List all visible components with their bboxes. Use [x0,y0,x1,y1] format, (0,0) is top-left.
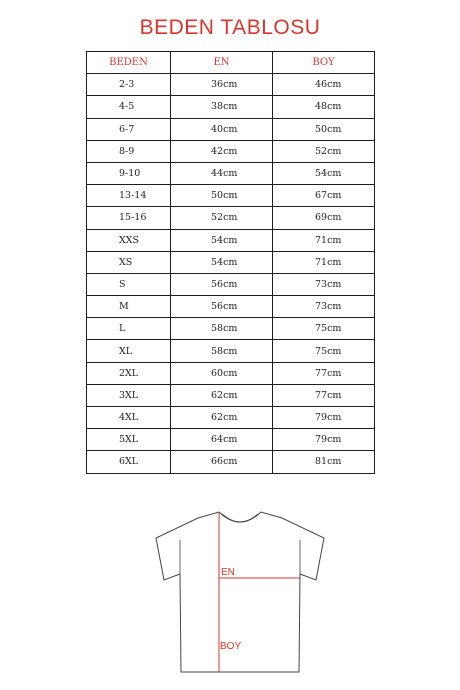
size-cell: 5XL [87,429,171,451]
boy-cell: 81cm [273,451,375,473]
table-row [87,251,375,273]
table-row [87,162,375,184]
boy-cell: 52cm [273,140,375,162]
boy-cell: 71cm [273,251,375,273]
table-row [87,273,375,295]
size-cell: S [87,273,171,295]
size-chart-table [86,51,375,474]
tshirt-collar [222,514,258,522]
size-cell: L [87,318,171,340]
boy-cell: 75cm [273,318,375,340]
table-row [87,451,375,473]
size-cell: XS [87,251,171,273]
size-cell: 6-7 [87,118,171,140]
en-cell: 56cm [171,273,273,295]
en-cell: 64cm [171,429,273,451]
size-cell: 15-16 [87,207,171,229]
en-cell: 58cm [171,340,273,362]
boy-cell: 79cm [273,407,375,429]
boy-cell: 48cm [273,96,375,118]
size-cell: XXS [87,229,171,251]
size-cell: 6XL [87,451,171,473]
boy-cell: 75cm [273,340,375,362]
boy-label: BOY [220,641,242,652]
size-cell: 2-3 [87,74,171,96]
table-row [87,362,375,384]
page-title: BEDEN TABLOSU [139,16,321,39]
table-row [87,185,375,207]
table-row [87,340,375,362]
boy-cell: 77cm [273,384,375,406]
boy-cell: 69cm [273,207,375,229]
size-cell: M [87,296,171,318]
en-cell: 60cm [171,362,273,384]
en-cell: 42cm [171,140,273,162]
table-body [87,74,375,473]
en-cell: 58cm [171,318,273,340]
column-header-boy: BOY [273,52,375,74]
boy-cell: 46cm [273,74,375,96]
en-cell: 52cm [171,207,273,229]
boy-cell: 54cm [273,162,375,184]
table-row [87,318,375,340]
column-header-beden: BEDEN [87,52,171,74]
boy-cell: 79cm [273,429,375,451]
en-cell: 40cm [171,118,273,140]
table-row [87,207,375,229]
table-header-row [87,52,375,74]
boy-cell: 73cm [273,296,375,318]
en-cell: 38cm [171,96,273,118]
en-cell: 50cm [171,185,273,207]
en-cell: 54cm [171,229,273,251]
en-label: EN [221,567,235,578]
table-row [87,296,375,318]
size-cell: 3XL [87,384,171,406]
table-row [87,118,375,140]
table-row [87,429,375,451]
en-cell: 62cm [171,384,273,406]
table-row [87,407,375,429]
size-cell: 9-10 [87,162,171,184]
column-header-en: EN [171,52,273,74]
size-cell: 13-14 [87,185,171,207]
table-row [87,384,375,406]
size-cell: 4XL [87,407,171,429]
tshirt-outline-icon [150,500,330,680]
boy-cell: 50cm [273,118,375,140]
table-row [87,74,375,96]
table-row [87,140,375,162]
boy-cell: 71cm [273,229,375,251]
size-cell: XL [87,340,171,362]
en-cell: 54cm [171,251,273,273]
boy-cell: 77cm [273,362,375,384]
size-cell: 8-9 [87,140,171,162]
table-row [87,229,375,251]
en-cell: 66cm [171,451,273,473]
en-cell: 62cm [171,407,273,429]
en-cell: 36cm [171,74,273,96]
en-cell: 44cm [171,162,273,184]
table-row [87,96,375,118]
size-cell: 2XL [87,362,171,384]
size-cell: 4-5 [87,96,171,118]
boy-cell: 67cm [273,185,375,207]
en-cell: 56cm [171,296,273,318]
boy-cell: 73cm [273,273,375,295]
